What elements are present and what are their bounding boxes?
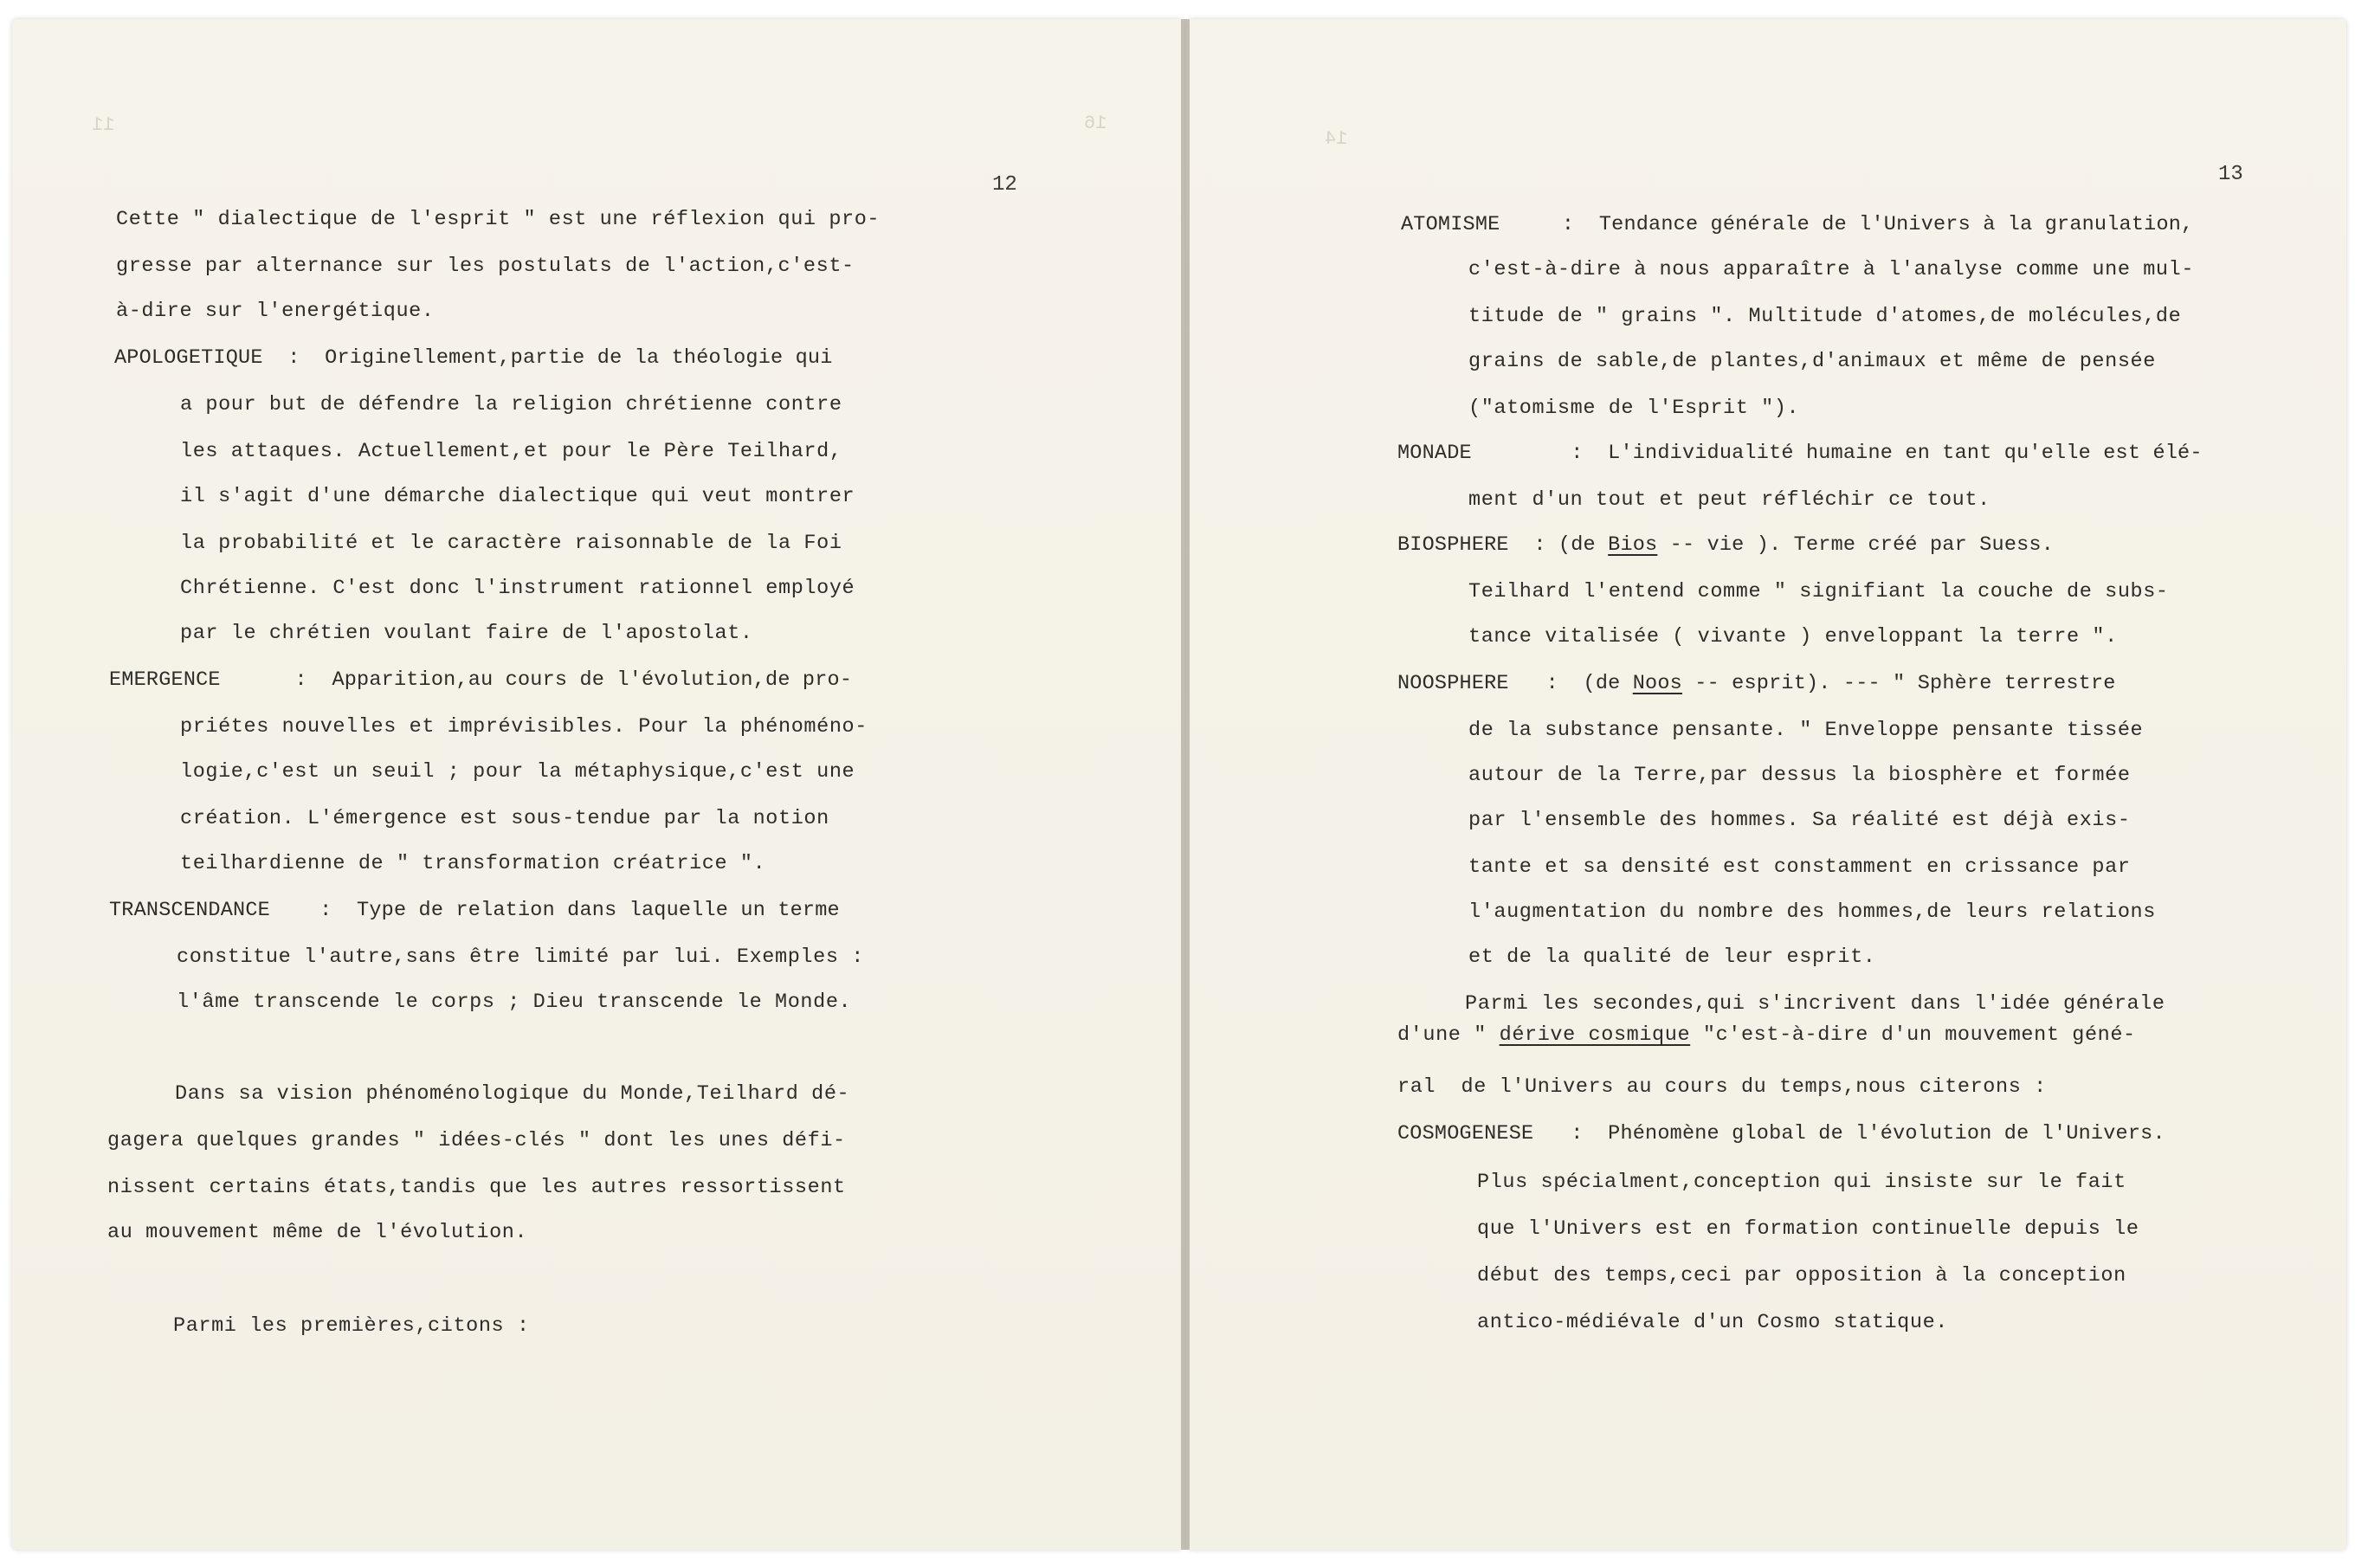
glossary-term-apologetique: APOLOGETIQUE : Originellement,partie de la théologie qui [114, 346, 833, 370]
underlined-word: Noos [1632, 672, 1682, 695]
bleed-through-marker: 14 [1325, 128, 1348, 150]
right-page [1190, 19, 2346, 1550]
page-number: 13 [2218, 163, 2243, 186]
text-line: Cette " dialectique de l'esprit " est une réflexion qui pro- [116, 208, 881, 231]
text-line: à-dire sur l'energétique. [116, 300, 435, 323]
term-text: "c'est-à-dire d'un mouvement géné- [1690, 1023, 2136, 1047]
glossary-term-biosphere [1397, 535, 2054, 556]
text-line: l'augmentation du nombre des hommes,de leurs relations [1468, 900, 2156, 924]
text-line: priétes nouvelles et imprévisibles. Pour la phénoméno- [180, 715, 868, 739]
text-line: l'âme transcende le corps ; Dieu transcende le Monde. [177, 990, 852, 1014]
text-line: teilhardienne de " transformation créatrice ". [180, 852, 766, 875]
text-line: c'est-à-dire à nous apparaître à l'analyse comme une mul- [1468, 258, 2195, 281]
glossary-term-atomisme: ATOMISME : Tendance générale de l'Univers à la granulation, [1401, 213, 2194, 236]
text-line: au mouvement même de l'évolution. [107, 1221, 528, 1244]
text-line: Plus spécialment,conception qui insiste sur le fait [1477, 1171, 2126, 1194]
term-text: BIOSPHERE : (de [1397, 533, 1609, 557]
text-line: les attaques. Actuellement,et pour le Père Teilhard, [180, 440, 842, 463]
text-line: que l'Univers est en formation continuelle depuis le [1477, 1217, 2139, 1241]
text-line: création. L'émergence est sous-tendue par la notion [180, 807, 829, 830]
term-text: -- vie ). Terme créé par Suess. [1657, 533, 2055, 557]
text-line: la probabilité et le caractère raisonnable de la Foi [180, 532, 842, 555]
text-line: Teilhard l'entend comme " signifiant la couche de subs- [1468, 580, 2169, 603]
text-line: début des temps,ceci par opposition à la conception [1477, 1264, 2126, 1287]
term-text: NOOSPHERE : (de [1397, 672, 1633, 695]
text-line: tante et sa densité est constamment en crissance par [1468, 855, 2131, 879]
glossary-term-monade: MONADE : L'individualité humaine en tant qu'elle est élé- [1397, 442, 2203, 465]
text-line: par l'ensemble des hommes. Sa réalité est déjà exis- [1468, 809, 2131, 832]
text-line: Chrétienne. C'est donc l'instrument rationnel employé [180, 577, 855, 600]
text-line: constitue l'autre,sans être limité par lui. Exemples : [177, 945, 864, 969]
text-line: de la substance pensante. " Enveloppe pensante tissée [1468, 719, 2144, 742]
text-line: a pour but de défendre la religion chrétienne contre [180, 393, 842, 416]
text-line: Parmi les secondes,qui s'incrivent dans l'idée générale [1465, 992, 2165, 1016]
text-line: il s'agit d'une démarche dialectique qui veut montrer [180, 485, 855, 508]
text-line: ment d'un tout et peut réfléchir ce tout. [1468, 488, 1990, 512]
glossary-term-cosmogenese: COSMOGENESE : Phénomène global de l'évolution de l'Univers. [1397, 1122, 2165, 1145]
bleed-through-page-number: 11 [92, 114, 115, 136]
text-line: gresse par alternance sur les postulats de l'action,c'est- [116, 255, 855, 278]
text-line: nissent certains états,tandis que les autres ressortissent [107, 1176, 846, 1199]
underlined-word: Bios [1608, 533, 1658, 557]
text-line: titude de " grains ". Multitude d'atomes,de molécules,de [1468, 305, 2182, 328]
text-line [1397, 1025, 2136, 1046]
text-line: tance vitalisée ( vivante ) enveloppant la terre ". [1468, 625, 2118, 648]
text-line: logie,c'est un seuil ; pour la métaphysique,c'est une [180, 760, 855, 784]
glossary-term-transcendance: TRANSCENDANCE : Type de relation dans laquelle un terme [109, 899, 840, 922]
text-line: autour de la Terre,par dessus la biosphère et formée [1468, 764, 2131, 787]
text-line: par le chrétien voulant faire de l'apostolat. [180, 622, 753, 645]
text-line: et de la qualité de leur esprit. [1468, 945, 1876, 969]
text-line: Parmi les premières,citons : [173, 1314, 530, 1338]
glossary-term-emergence: EMERGENCE : Apparition,au cours de l'évolution,de pro- [109, 668, 853, 692]
text-line: antico-médiévale d'un Cosmo statique. [1477, 1311, 1948, 1334]
left-page [12, 19, 1181, 1550]
text-line: ("atomisme de l'Esprit "). [1468, 397, 1800, 420]
glossary-term-noosphere [1397, 674, 2116, 694]
text-line: gagera quelques grandes " idées-clés " dont les unes défi- [107, 1129, 846, 1152]
text-line: grains de sable,de plantes,d'animaux et même de pensée [1468, 350, 2156, 373]
text-line: ral de l'Univers au cours du temps,nous citerons : [1397, 1075, 2047, 1099]
bleed-through-page-number: 16 [1084, 113, 1107, 134]
term-text: -- esprit). --- " Sphère terrestre [1681, 672, 2116, 695]
term-text: d'une " [1397, 1023, 1500, 1047]
page-number: 12 [992, 173, 1017, 197]
text-line: Dans sa vision phénoménologique du Monde,Teilhard dé- [175, 1082, 850, 1106]
underlined-phrase: dérive cosmique [1499, 1023, 1691, 1047]
